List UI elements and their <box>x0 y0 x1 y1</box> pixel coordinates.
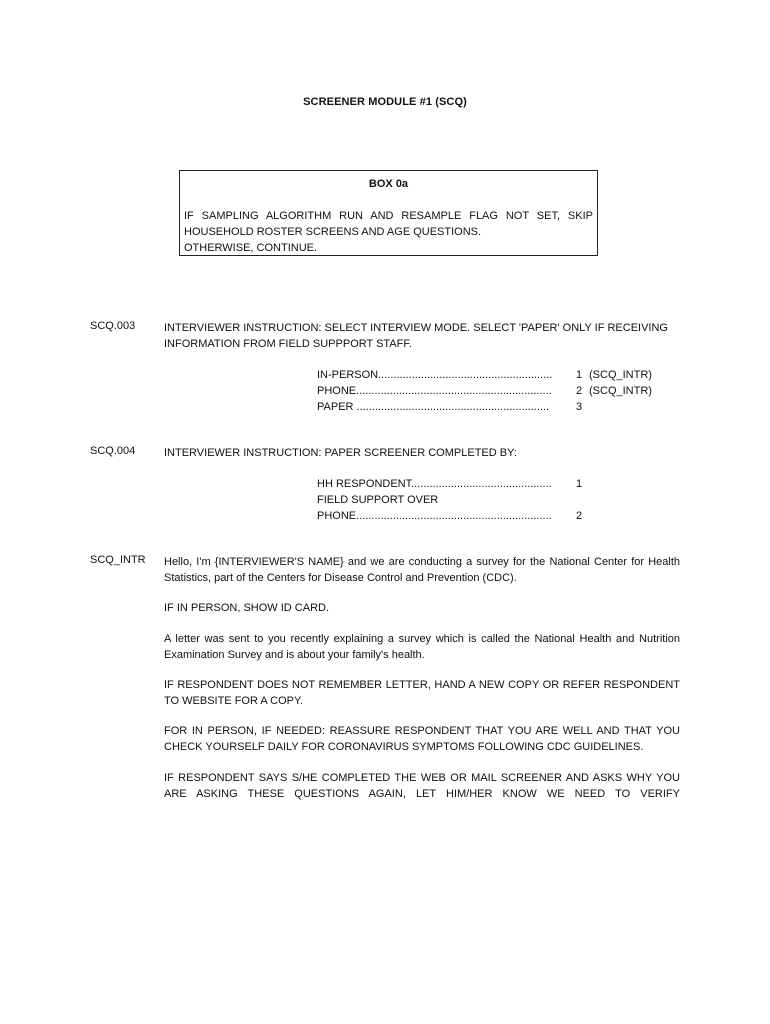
option-row <box>317 383 677 399</box>
question-text-scq004: INTERVIEWER INSTRUCTION: PAPER SCREENER COMPLETED BY: <box>164 447 517 459</box>
intro-paragraph: Hello, I'm {INTERVIEWER'S NAME} and we are conducting a survey for the National Center for Health Statistics, part of the Centers for Disease Control and Prevention (CDC). <box>164 556 680 584</box>
option-code: 2 <box>576 510 583 522</box>
option-code: 3 <box>576 401 583 413</box>
option-row <box>317 508 677 524</box>
options-scq003 <box>317 367 677 415</box>
option-row <box>317 492 677 508</box>
options-scq004 <box>317 476 677 524</box>
question-id-scq-intr: SCQ_INTR <box>90 554 146 566</box>
box-line: OTHERWISE, CONTINUE. <box>184 242 318 254</box>
option-code: 2 <box>576 385 583 397</box>
intro-paragraph: A letter was sent to you recently explaining a survey which is called the National Health and Nutrition Examination Survey and is about your family's health. <box>164 633 680 661</box>
question-id-scq004: SCQ.004 <box>90 445 136 457</box>
intro-paragraph: IF IN PERSON, SHOW ID CARD. <box>164 602 330 614</box>
option-route: (SCQ_INTR) <box>589 369 652 381</box>
box-line: HOUSEHOLD ROSTER SCREENS AND AGE QUESTIONS. <box>184 226 482 238</box>
intro-paragraph: FOR IN PERSON, IF NEEDED: REASSURE RESPONDENT THAT YOU ARE WELL AND THAT YOU CHECK YOURSELF DAILY FOR CORONAVIRUS SYMPTOMS FOLLOWING CDC GUIDELINES. <box>164 725 680 753</box>
question-text-scq003: INTERVIEWER INSTRUCTION: SELECT INTERVIEW MODE. SELECT 'PAPER' ONLY IF RECEIVING INFORMATION FROM FIELD SUPPPORT STAFF. <box>164 322 668 350</box>
option-label: HH RESPONDENT.............................................. <box>317 478 552 490</box>
page-title: SCREENER MODULE #1 (SCQ) <box>303 96 467 108</box>
option-code: 1 <box>576 478 583 490</box>
option-label: PHONE................................................................ <box>317 510 552 522</box>
box-heading: BOX 0a <box>368 178 409 190</box>
option-route: (SCQ_INTR) <box>589 385 652 397</box>
option-row <box>317 476 677 492</box>
option-code: 1 <box>576 369 583 381</box>
option-label: FIELD SUPPORT OVER <box>317 494 439 506</box>
box-line: IF SAMPLING ALGORITHM RUN AND RESAMPLE FLAG NOT SET, SKIP <box>184 210 593 222</box>
box-0a <box>179 170 598 256</box>
option-label: PAPER ............................................................... <box>317 401 550 413</box>
option-label: PHONE................................................................ <box>317 385 552 397</box>
option-row <box>317 399 677 415</box>
option-row <box>317 367 677 383</box>
box-instructions <box>184 208 593 256</box>
option-label: IN-PERSON......................................................... <box>317 369 553 381</box>
question-id-scq003: SCQ.003 <box>90 320 136 332</box>
intro-paragraph: IF RESPONDENT DOES NOT REMEMBER LETTER, HAND A NEW COPY OR REFER RESPONDENT TO WEBSITE FOR A COPY. <box>164 679 680 707</box>
intro-paragraph: IF RESPONDENT SAYS S/HE COMPLETED THE WEB OR MAIL SCREENER AND ASKS WHY YOU ARE ASKING THESE QUESTIONS AGAIN, LET HIM/HER KNOW WE NEED TO VERIFY <box>164 772 680 800</box>
